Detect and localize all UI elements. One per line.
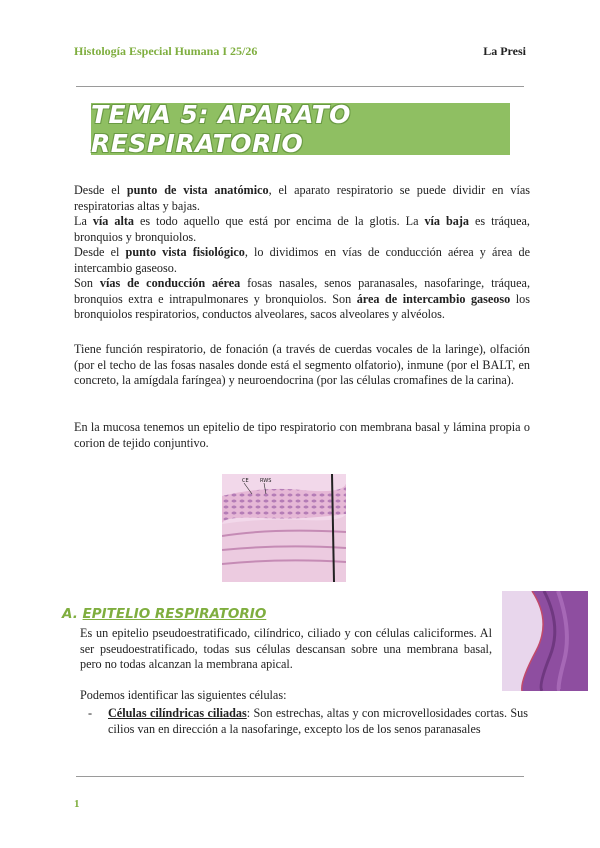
paragraph-conduction: Son vías de conducción aérea fosas nasales, senos paranasales, nasofaringe, tráquea, bronquios extra e intrapulmonares y bronquiolos. Son área de intercambio gaseoso los bronquiolos respiratorios, conductos alveolares, sacos alveolares y alvéolos. <box>74 276 530 321</box>
paragraph-anatomic: Desde el punto de vista anatómico, el aparato respiratorio se puede dividir en vías respiratorias altas y bajas. <box>74 183 530 213</box>
intro-text <box>74 183 530 323</box>
header-author: La Presi <box>483 44 526 58</box>
micrograph-label-rws: RWS <box>260 478 272 484</box>
section-a-title: EPITELIO RESPIRATORIO <box>82 606 267 622</box>
bullet-item-text: : Son estrechas, altas y con microvellosidades cortas. Sus cilios van en dirección a la nasofaringe, excepto los de los senos paranasales <box>108 706 528 736</box>
bullet-item-ciliated-cells <box>108 706 528 737</box>
topic-title: TEMA 5: APARATO RESPIRATORIO <box>91 100 351 158</box>
section-a-letter: A. <box>62 606 78 622</box>
section-a-heading <box>62 606 266 622</box>
page-number: 1 <box>74 798 80 810</box>
paragraph-mucosa: En la mucosa tenemos un epitelio de tipo respiratorio con membrana basal y lámina propia o corion de tejido conjuntivo. <box>74 420 530 450</box>
histology-micrograph-ciliated <box>502 591 588 691</box>
micrograph-label-ce: CE <box>242 478 249 484</box>
topic-banner <box>91 100 510 158</box>
header-course-title: Histología Especial Humana I 25/26 <box>74 44 258 58</box>
paragraph-functions: Tiene función respiratorio, de fonación (a través de cuerdas vocales de la laringe), olfación (por el techo de las fosas nasales donde está el segmento olfatorio), inmune (por el BALT, en concreto, la amígdala faríngea) y neuroendocrina (por las células cromafines de la carina). <box>74 342 530 387</box>
section-a-intro: Es un epitelio pseudoestratificado, cilíndrico, ciliado y con células caliciformes. Al ser pseudoestratificado, todas sus células descansan sobre una membrana basal, pero no todas alcanzan la membrana apical. <box>80 626 492 671</box>
bullet-mark: - <box>88 706 93 720</box>
histology-micrograph-epithelium <box>222 474 346 582</box>
header-divider <box>76 86 524 87</box>
paragraph-upper-lower: La vía alta es todo aquello que está por encima de la glotis. La vía baja es tráquea, bronquios y bronquiolos. <box>74 214 530 244</box>
footer-divider <box>76 776 524 777</box>
section-a-lead: Podemos identificar las siguientes células: <box>80 688 287 702</box>
paragraph-physiologic: Desde el punto vista fisiológico, lo dividimos en vías de conducción aérea y área de intercambio gaseoso. <box>74 245 530 275</box>
bullet-item-title: Células cilíndricas ciliadas <box>108 706 247 720</box>
